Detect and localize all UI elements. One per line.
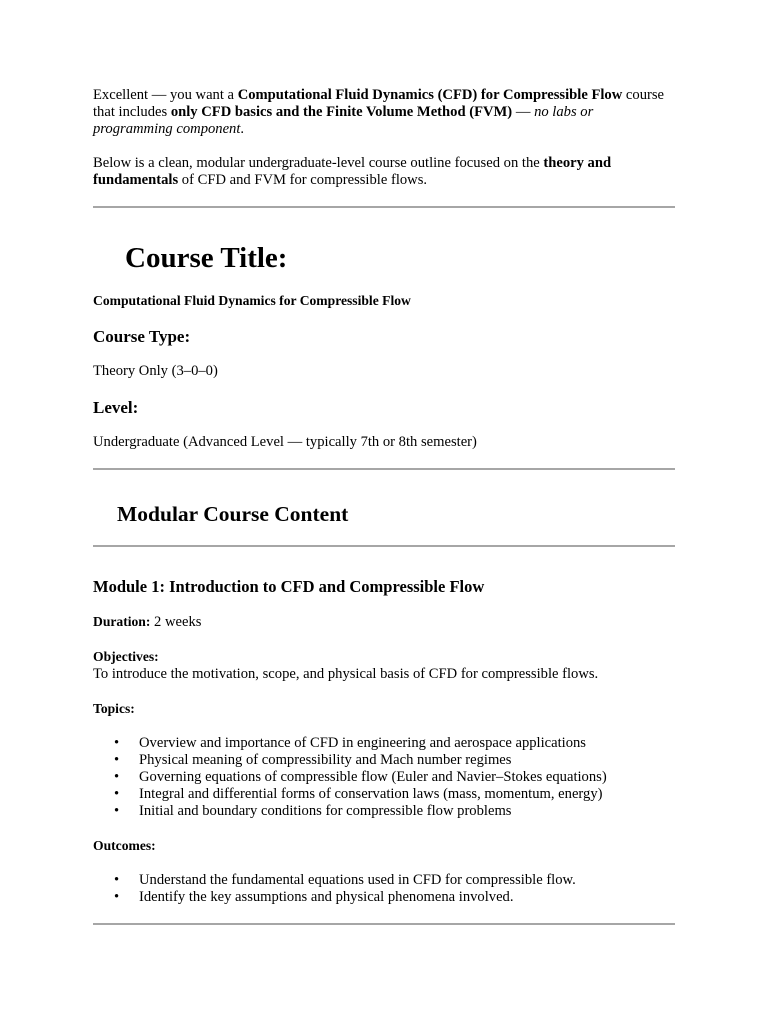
bullet-icon: • bbox=[114, 889, 120, 905]
intro-text: — bbox=[512, 104, 535, 120]
duration-value: 2 weeks bbox=[150, 614, 202, 630]
list-item bbox=[93, 786, 675, 803]
outline-paragraph bbox=[93, 155, 675, 189]
bullet-icon: • bbox=[114, 752, 120, 768]
topics-list bbox=[93, 735, 675, 820]
list-item bbox=[93, 735, 675, 752]
intro-bold-course: Computational Fluid Dynamics (CFD) for Compressible Flow bbox=[237, 87, 623, 103]
module-1-heading: Module 1: Introduction to CFD and Compressible Flow bbox=[93, 577, 485, 596]
list-item-text: Physical meaning of compressibility and Mach number regimes bbox=[139, 752, 512, 768]
bullet-icon: • bbox=[114, 786, 120, 802]
document-content bbox=[93, 87, 675, 925]
horizontal-rule bbox=[93, 545, 675, 547]
list-item-text: Identify the key assumptions and physical phenomena involved. bbox=[139, 889, 514, 905]
objectives-label: Objectives: bbox=[93, 649, 159, 664]
bullet-icon: • bbox=[114, 872, 120, 888]
intro-text: course that includes bbox=[93, 87, 665, 120]
bullet-icon: • bbox=[114, 735, 120, 751]
list-item bbox=[93, 889, 675, 906]
horizontal-rule bbox=[93, 923, 675, 925]
outcomes-label bbox=[93, 837, 675, 855]
topics-label-text: Topics: bbox=[93, 701, 135, 716]
topics-label bbox=[93, 700, 675, 718]
modular-content-heading: Modular Course Content bbox=[117, 502, 349, 526]
list-item bbox=[93, 872, 675, 889]
horizontal-rule bbox=[93, 468, 675, 470]
outline-text: Below is a clean, modular undergraduate-level course outline focused on the bbox=[93, 155, 544, 171]
outcomes-list bbox=[93, 872, 675, 906]
list-item bbox=[93, 803, 675, 820]
course-name: Computational Fluid Dynamics for Compressible Flow bbox=[93, 293, 411, 308]
outline-bold: theory and fundamentals bbox=[93, 155, 612, 188]
duration-line bbox=[93, 613, 675, 631]
list-item-text: Initial and boundary conditions for compressible flow problems bbox=[139, 803, 512, 819]
intro-text: . bbox=[240, 121, 245, 137]
intro-text: Excellent — you want a bbox=[93, 87, 238, 103]
intro-bold-scope: only CFD basics and the Finite Volume Method (FVM) bbox=[170, 104, 513, 120]
list-item-text: Governing equations of compressible flow (Euler and Navier–Stokes equations) bbox=[139, 769, 607, 785]
outcomes-label-text: Outcomes: bbox=[93, 838, 156, 853]
list-item-text: Integral and differential forms of conservation laws (mass, momentum, energy) bbox=[139, 786, 603, 802]
level-value: Undergraduate (Advanced Level — typically 7th or 8th semester) bbox=[93, 434, 477, 450]
bullet-icon: • bbox=[114, 803, 120, 819]
duration-label: Duration: bbox=[93, 614, 151, 629]
course-type-heading: Course Type: bbox=[93, 327, 191, 346]
list-item bbox=[93, 752, 675, 769]
outline-text: of CFD and FVM for compressible flows. bbox=[178, 172, 428, 188]
objectives-text: To introduce the motivation, scope, and physical basis of CFD for compressible flows. bbox=[93, 666, 599, 682]
horizontal-rule bbox=[93, 206, 675, 208]
intro-paragraph bbox=[93, 87, 675, 138]
objectives-block bbox=[93, 648, 675, 683]
list-item bbox=[93, 769, 675, 786]
course-type-value: Theory Only (3–0–0) bbox=[93, 363, 218, 379]
list-item-text: Overview and importance of CFD in engineering and aerospace applications bbox=[139, 735, 586, 751]
list-item-text: Understand the fundamental equations used in CFD for compressible flow. bbox=[139, 872, 576, 888]
bullet-icon: • bbox=[114, 769, 120, 785]
course-title-heading: Course Title: bbox=[125, 242, 288, 274]
level-heading: Level: bbox=[93, 398, 139, 417]
intro-italic-note: no labs or programming component bbox=[93, 104, 594, 137]
